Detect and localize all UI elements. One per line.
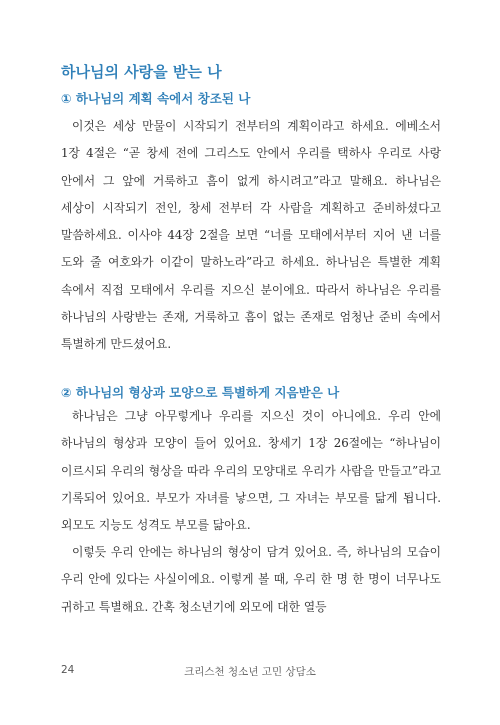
subheading-1: ① 하나님의 계획 속에서 창조된 나 xyxy=(61,91,251,106)
paragraph-1: 이것은 세상 만물이 시작되기 전부터의 계획이라고 하세요. 에베소서 1장 4절은 “곧 창세 전에 그리스도 안에서 우리를 택하사 우리로 사랑 안에서 그 앞에 거룩하고 흠이 없게 하시려고”라고 말해요. 하나님은 세상이 시작되기 전인, 창세 전부터 각 사람을 계획하고 준비하셨다고 말씀하세요. 이사야 44장 2절을 보면 “너를 모태에서부터 지어 낸 너를 도와 줄 여호와가 이같이 말하노라”라고 하세요. 하나님은 특별한 계획 속에서 직접 모태에서 우리를 지으신 분이에요. 따라서 하나님은 우리를 하나님의 사랑받는 존재, 거룩하고 흠이 없는 존재로 엄청난 준비 속에서 특별하게 만드셨어요. xyxy=(61,119,441,352)
subheading-2: ② 하나님의 형상과 모양으로 특별하게 지음받은 나 xyxy=(61,385,340,400)
running-footer-title: 크리스천 청소년 고민 상담소 xyxy=(184,666,316,678)
paragraph-2: 하나님은 그냥 아무렇게나 우리를 지으신 것이 아니에요. 우리 안에 하나님의 형상과 모양이 들어 있어요. 창세기 1장 26절에는 “하나님이 이르시되 우리의 형상을 따라 우리의 모양대로 우리가 사람을 만들고”라고 기록되어 있어요. 부모가 자녀를 낳으면, 그 자녀는 부모를 닮게 됩니다. 외모도 지능도 성격도 부모를 닮아요. xyxy=(61,409,441,533)
paragraph-3: 이렇듯 우리 안에는 하나님의 형상이 담겨 있어요. 즉, 하나님의 모습이 우리 안에 있다는 사실이에요. 이렇게 볼 때, 우리 한 명 한 명이 너무나도 귀하고 특별해요. 간혹 청소년기에 외모에 대한 열등 xyxy=(61,545,441,614)
section-heading: 하나님의 사랑을 받는 나 xyxy=(61,63,222,81)
page-number: 24 xyxy=(61,664,75,676)
